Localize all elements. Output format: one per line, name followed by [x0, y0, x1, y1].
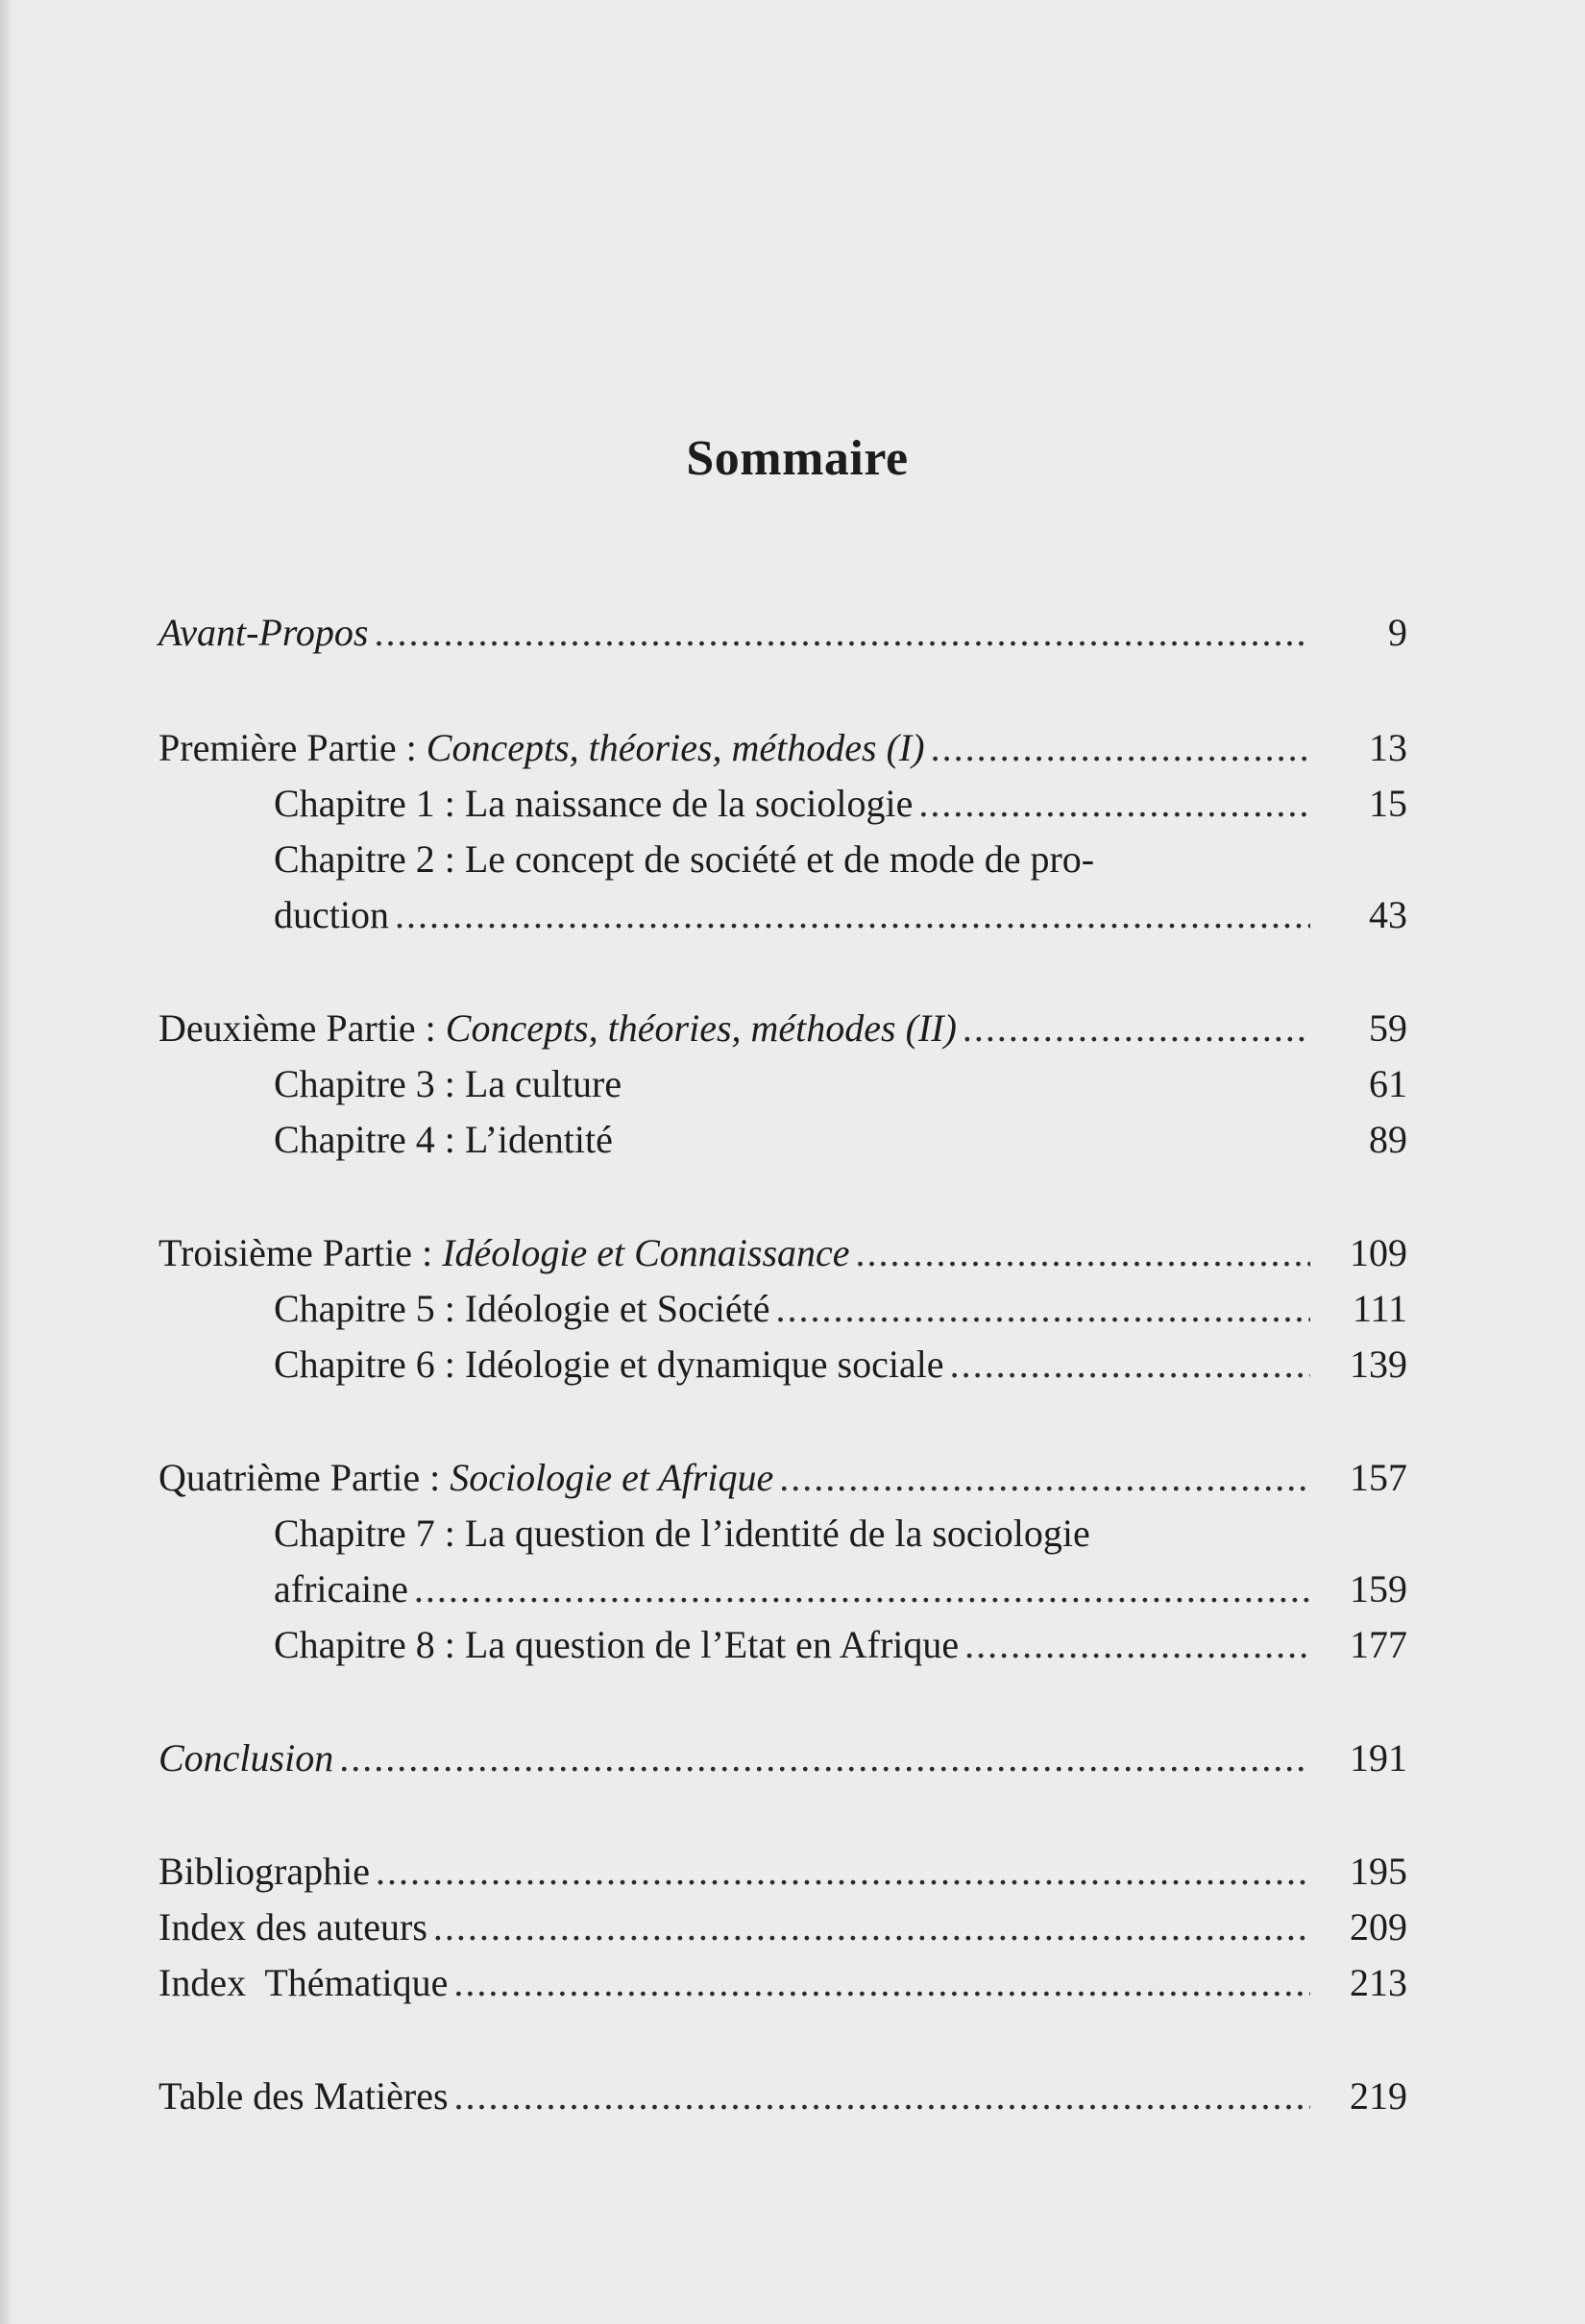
toc-entry-chapitre-7-line1[interactable]: Chapitre 7 : La question de l’identité de la sociologie	[274, 1512, 1090, 1555]
part-title: Concepts, théories, méthodes (II)	[445, 1006, 957, 1050]
toc-entry-index-auteurs[interactable]	[158, 1900, 1407, 1955]
toc-entry-chapitre-6[interactable]	[274, 1337, 1407, 1392]
dot-leader	[454, 2069, 1310, 2124]
toc-entry-page: 157	[1350, 1456, 1407, 1499]
dot-leader	[375, 605, 1311, 661]
toc-entry-page: 209	[1350, 1905, 1407, 1949]
toc-entry-label: Table des Matières	[158, 2074, 449, 2118]
toc-entry-bibliographie[interactable]	[158, 1844, 1407, 1900]
dot-leader	[414, 1561, 1310, 1617]
toc-entry-label	[158, 1001, 957, 1056]
toc-entry-page: 213	[1350, 1961, 1407, 2004]
toc-entry-label: Index Thématique	[158, 1961, 449, 2004]
toc-entry-page: 59	[1369, 1006, 1407, 1050]
toc-entry-label: Chapitre 3 : La culture	[274, 1062, 622, 1105]
part-prefix: Troisième Partie :	[158, 1231, 443, 1274]
toc-entry-chapitre-4[interactable]	[274, 1112, 1407, 1168]
toc-entry-page: 159	[1350, 1567, 1407, 1610]
dot-leader	[395, 887, 1310, 943]
part-title: Idéologie et Connaissance	[442, 1231, 850, 1274]
part-prefix: Première Partie :	[158, 726, 427, 769]
toc-entry-table-matieres[interactable]	[158, 2069, 1407, 2124]
toc-entry-page: 61	[1369, 1062, 1407, 1105]
dot-leader	[856, 1225, 1310, 1281]
toc-entry-page: 191	[1350, 1736, 1407, 1779]
toc-entry-chapitre-2-line1[interactable]: Chapitre 2 : Le concept de société et de mode de pro-	[274, 837, 1095, 881]
toc-entry-label: Conclusion	[158, 1736, 334, 1779]
toc-entry-index-thematique[interactable]	[158, 1955, 1407, 2011]
page-title: Sommaire	[686, 431, 909, 486]
toc-entry-chapitre-3[interactable]	[274, 1056, 1407, 1112]
page-edge-shadow	[0, 0, 13, 2324]
toc-entry-label	[158, 720, 925, 776]
dot-leader	[776, 1281, 1310, 1337]
toc-entry-page: 9	[1388, 611, 1407, 654]
toc-entry-label: Chapitre 8 : La question de l’Etat en Afrique	[274, 1623, 960, 1666]
toc-entry-page: 13	[1369, 726, 1407, 769]
toc-entry-page: 177	[1350, 1623, 1407, 1666]
dot-leader	[950, 1337, 1310, 1392]
toc-entry-label: Bibliographie	[158, 1850, 370, 1893]
toc-entry-chapitre-8[interactable]	[274, 1617, 1407, 1673]
toc-entry-partie-1[interactable]	[158, 720, 1407, 776]
dot-leader	[918, 776, 1310, 832]
dot-leader	[339, 1731, 1310, 1786]
dot-leader	[963, 1001, 1310, 1056]
toc-entry-page: 111	[1352, 1287, 1407, 1330]
toc-entry-page: 195	[1350, 1850, 1407, 1893]
toc-entry-chapitre-7[interactable]	[274, 1561, 1407, 1617]
toc-entry-page: 43	[1369, 893, 1407, 936]
dot-leader	[453, 1955, 1310, 2011]
toc-entry-chapitre-1[interactable]	[274, 776, 1407, 832]
dot-leader	[376, 1844, 1310, 1900]
toc-entry-chapitre-5[interactable]	[274, 1281, 1407, 1337]
toc-entry-label: duction	[274, 893, 389, 936]
toc-entry-conclusion[interactable]	[158, 1731, 1407, 1786]
dot-leader	[964, 1617, 1310, 1673]
toc-entry-page: 139	[1350, 1343, 1407, 1386]
toc-entry-partie-4[interactable]	[158, 1450, 1407, 1506]
toc-entry-label: Chapitre 1 : La naissance de la sociologie	[274, 782, 914, 825]
part-title: Sociologie et Afrique	[450, 1456, 774, 1499]
part-prefix: Quatrième Partie :	[158, 1456, 451, 1499]
toc-entry-label: Chapitre 4 : L’identité	[274, 1118, 613, 1161]
toc-entry-chapitre-2[interactable]	[274, 887, 1407, 943]
toc-entry-label: africaine	[274, 1567, 408, 1610]
toc-entry-partie-3[interactable]	[158, 1225, 1407, 1281]
toc-entry-label	[158, 1450, 773, 1506]
dot-leader	[433, 1900, 1310, 1955]
toc-entry-label	[158, 1225, 850, 1281]
dot-leader	[931, 720, 1310, 776]
part-prefix: Deuxième Partie :	[158, 1006, 446, 1050]
toc-entry-label: Index des auteurs	[158, 1905, 427, 1949]
toc-entry-page: 109	[1350, 1231, 1407, 1274]
toc-entry-page: 15	[1369, 782, 1407, 825]
toc-entry-avant-propos[interactable]	[158, 605, 1407, 661]
toc-entry-partie-2[interactable]	[158, 1001, 1407, 1056]
toc-entry-label: Chapitre 6 : Idéologie et dynamique sociale	[274, 1343, 944, 1386]
dot-leader	[779, 1450, 1310, 1506]
toc-entry-label: Chapitre 5 : Idéologie et Société	[274, 1287, 770, 1330]
toc-entry-page: 89	[1369, 1118, 1407, 1161]
part-title: Concepts, théories, méthodes (I)	[426, 726, 925, 769]
toc-entry-page: 219	[1350, 2074, 1407, 2118]
toc-entry-label: Avant-Propos	[158, 611, 369, 654]
